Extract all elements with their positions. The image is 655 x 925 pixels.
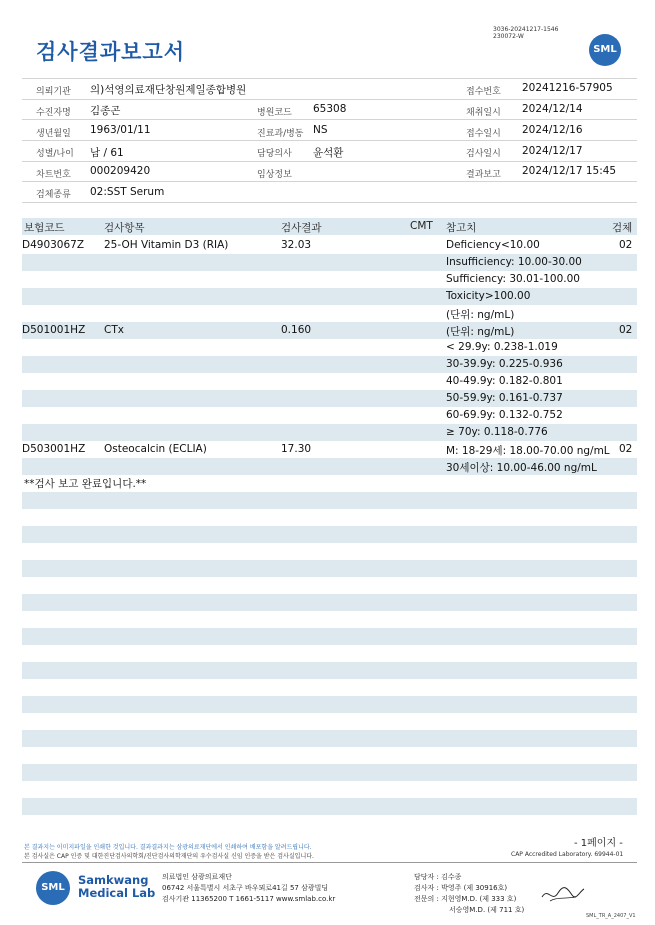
doctor-label: 담당의사 — [257, 149, 292, 159]
table-stripe — [22, 594, 637, 611]
col-cmt-header: CMT — [410, 220, 433, 232]
institution-value: 의)석영의료재단창원제일종합병원 — [90, 84, 247, 96]
cell-reference: 40-49.9y: 0.182-0.801 — [446, 375, 563, 387]
cell-reference: Deficiency<10.00 — [446, 239, 540, 251]
results-table-header — [22, 218, 637, 235]
cell-reference: M: 18-29세: 18.00-70.00 ng/mL — [446, 445, 610, 457]
divider — [22, 140, 637, 141]
sex-age-value: 남 / 61 — [90, 147, 124, 159]
tester-value: 박영주 (제 30916호) — [441, 884, 508, 892]
table-stripe — [22, 526, 637, 543]
form-code: SML_TR_A_2407_V1 — [586, 913, 636, 919]
clinical-info-label: 임상정보 — [257, 170, 292, 180]
receipt-no-value: 20241216-57905 — [522, 82, 613, 94]
cell-code: D4903067Z — [22, 239, 85, 251]
cell-result: 32.03 — [281, 239, 312, 251]
col-result-header: 검사결과 — [281, 222, 322, 234]
footer-notice-2: 본 검사실은 CAP 인증 및 대한진단검사의학회/진단검사의학재단의 우수검사실 신임 인증을 받은 검사실입니다. — [24, 853, 314, 860]
received-date-label: 접수일시 — [466, 129, 501, 139]
cell-reference: < 29.9y: 0.238-1.019 — [446, 341, 558, 353]
brand-line2: Medical Lab — [78, 886, 156, 900]
cell-reference: 30세이상: 10.00-46.00 ng/mL — [446, 462, 597, 474]
table-stripe — [22, 492, 637, 509]
dept-value: NS — [313, 124, 328, 136]
cell-reference: Toxicity>100.00 — [446, 290, 531, 302]
table-stripe — [22, 730, 637, 747]
org-contact: 검사기관 11365200 T 1661-5117 www.smlab.co.kr — [162, 895, 336, 903]
dept-label: 진료과/병동 — [257, 129, 304, 139]
cell-item: CTx — [104, 324, 124, 336]
patient-label: 수진자명 — [36, 108, 71, 118]
table-stripe — [22, 696, 637, 713]
cell-reference: (단위: ng/mL) — [446, 326, 515, 338]
cell-item: 25-OH Vitamin D3 (RIA) — [104, 239, 229, 251]
document-id — [493, 26, 558, 40]
cell-specimen: 02 — [619, 324, 633, 336]
table-stripe — [22, 628, 637, 645]
col-specimen-header: 검체 — [612, 222, 633, 234]
cell-reference: 60-69.9y: 0.132-0.752 — [446, 409, 563, 421]
col-ref-header: 참고치 — [446, 222, 477, 234]
specialist-label: 전문의 : — [414, 895, 439, 903]
cell-specimen: 02 — [619, 443, 633, 455]
staff-label: 담당자 : — [414, 873, 439, 881]
col-item-header: 검사항목 — [104, 222, 145, 234]
collect-date-value: 2024/12/14 — [522, 103, 583, 115]
specimen-label: 검체종류 — [36, 190, 71, 200]
specimen-value: 02:SST Serum — [90, 186, 165, 198]
divider — [22, 99, 637, 100]
test-date-value: 2024/12/17 — [522, 145, 583, 157]
receipt-no-label: 접수번호 — [466, 87, 501, 97]
table-stripe — [22, 764, 637, 781]
cell-specimen: 02 — [619, 239, 633, 251]
footer-brand — [78, 874, 155, 900]
cell-item: Osteocalcin (ECLIA) — [104, 443, 207, 455]
sml-footer-logo: SML — [36, 871, 70, 905]
ward-code-value: 65308 — [313, 103, 347, 115]
ward-code-label: 병원코드 — [257, 108, 292, 118]
col-code-header: 보험코드 — [24, 222, 65, 234]
table-stripe — [22, 798, 637, 815]
table-stripe — [22, 662, 637, 679]
institution-label: 의뢰기관 — [36, 87, 71, 97]
patient-value: 김종곤 — [90, 105, 121, 117]
divider — [22, 181, 637, 182]
cell-reference: (단위: ng/mL) — [446, 309, 515, 321]
cell-result: 17.30 — [281, 443, 312, 455]
chart-no-label: 차트번호 — [36, 170, 71, 180]
org-name: 의료법인 삼광의료재단 — [162, 873, 232, 881]
collect-date-label: 채취일시 — [466, 108, 501, 118]
table-stripe — [22, 560, 637, 577]
org-address: 06742 서울특별시 서초구 바우뫼로41길 57 삼광빌딩 — [162, 884, 329, 892]
cell-reference: 50-59.9y: 0.161-0.737 — [446, 392, 563, 404]
specialist-1: 지현영M.D. (제 333 호) — [441, 895, 517, 903]
cap-accreditation: CAP Accredited Laboratory. 69944-01 — [511, 851, 624, 858]
dob-value: 1963/01/11 — [90, 124, 151, 136]
cell-reference: 30-39.9y: 0.225-0.936 — [446, 358, 563, 370]
sex-age-label: 성별/나이 — [36, 149, 74, 159]
specialist-2: 서승영M.D. (제 711 호) — [449, 906, 525, 914]
footer-staff-block — [414, 872, 524, 916]
page-title: 검사결과보고서 — [36, 40, 186, 64]
footer-notice-1: 본 결과지는 이미지파일을 인쇄한 것입니다. 결과결과지는 삼광의료재단에서 인쇄하여 배포함을 알려드립니다. — [24, 844, 312, 851]
report-date-value: 2024/12/17 15:45 — [522, 165, 617, 177]
doctor-value: 윤석환 — [313, 147, 344, 159]
report-date-label: 결과보고 — [466, 170, 501, 180]
cell-reference: ≥ 70y: 0.118-0.776 — [446, 426, 548, 438]
divider — [22, 202, 637, 203]
document-id-line2: 230072-W — [493, 33, 524, 40]
sml-logo: SML — [589, 34, 621, 66]
signature-icon — [540, 883, 586, 905]
cell-code: D503001HZ — [22, 443, 86, 455]
staff-value: 김수종 — [441, 873, 462, 881]
test-date-label: 검사일시 — [466, 149, 501, 159]
tester-label: 검사자 : — [414, 884, 439, 892]
document-id-line1: 3036-20241217-1546 — [493, 26, 559, 33]
footer-divider — [22, 862, 637, 863]
dob-label: 생년월일 — [36, 129, 71, 139]
received-date-value: 2024/12/16 — [522, 124, 583, 136]
cell-reference: Sufficiency: 30.01-100.00 — [446, 273, 580, 285]
divider — [22, 161, 637, 162]
end-note: **검사 보고 완료입니다.** — [24, 478, 147, 490]
page-number: - 1페이지 - — [574, 838, 623, 849]
cell-code: D501001HZ — [22, 324, 86, 336]
divider — [22, 78, 637, 79]
divider — [22, 119, 637, 120]
chart-no-value: 000209420 — [90, 165, 151, 177]
brand-line1: Samkwang — [78, 873, 149, 887]
cell-result: 0.160 — [281, 324, 312, 336]
table-stripe — [22, 288, 637, 305]
cell-reference: Insufficiency: 10.00-30.00 — [446, 256, 582, 268]
footer-address-block — [162, 872, 335, 905]
